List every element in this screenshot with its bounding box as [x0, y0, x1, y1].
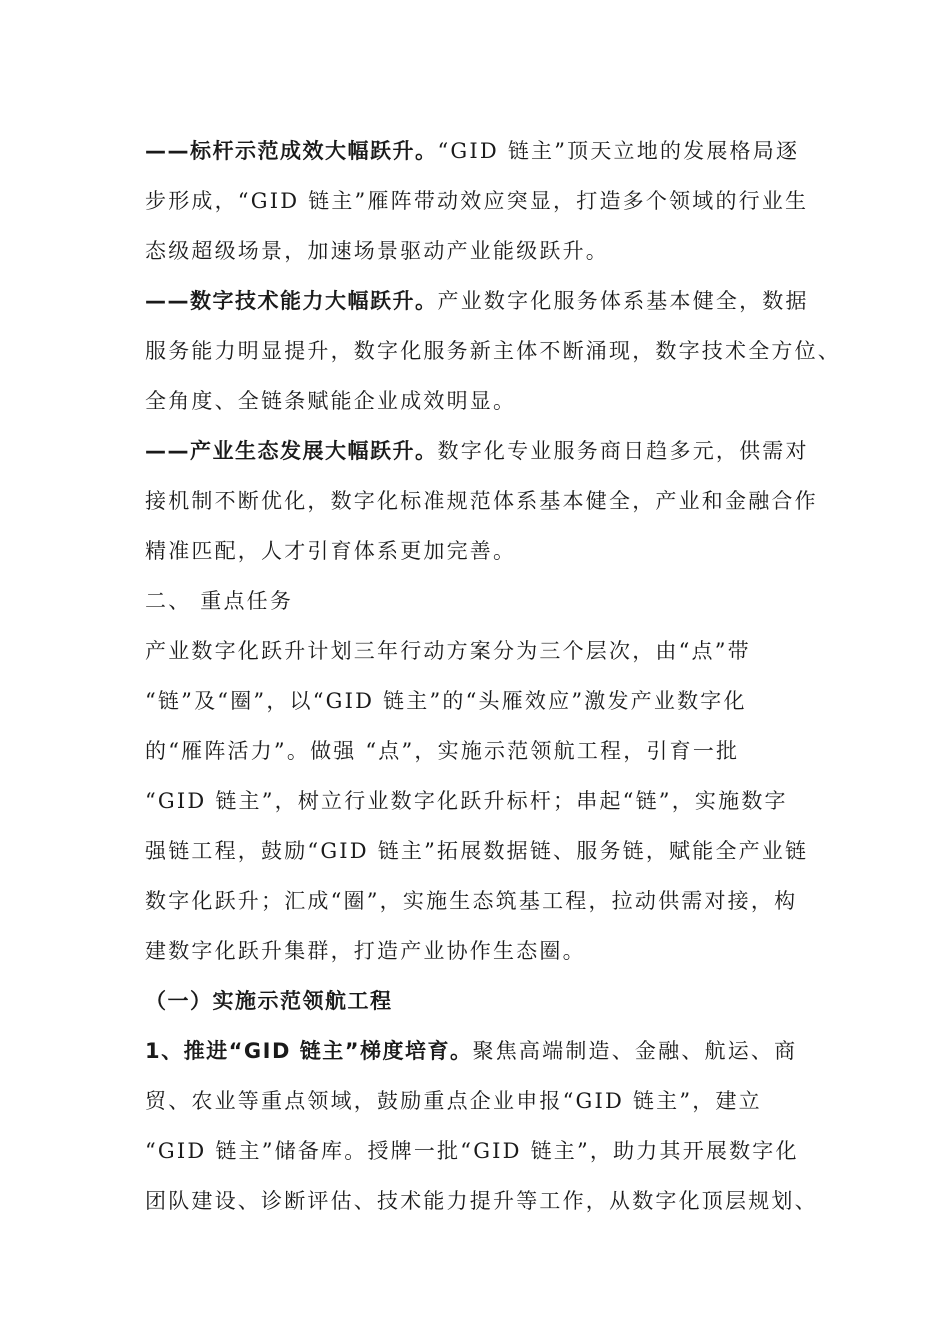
- para2-lead: ——数字技术能力大幅跃升。: [145, 289, 438, 313]
- para5-line1: [145, 1036, 825, 1066]
- para5-lead: 1、推进“GID 链主”梯度培育。: [145, 1039, 473, 1063]
- para2-line1: [145, 286, 825, 316]
- para3-line2: 接机制不断优化，数字化标准规范体系基本健全，产业和金融合作: [145, 489, 818, 513]
- para5-line1-text: 聚焦高端制造、金融、航运、商: [472, 1039, 798, 1063]
- para4-line1: 产业数字化跃升计划三年行动方案分为三个层次，由“点”带: [145, 639, 751, 663]
- para2-line1-text: 产业数字化服务体系基本健全，数据: [437, 289, 809, 313]
- para4-line5: 强链工程，鼓励“GID 链主”拓展数据链、服务链，赋能全产业链: [145, 839, 809, 863]
- para4-line4: “GID 链主”，树立行业数字化跃升标杆；串起“链”，实施数字: [145, 789, 788, 813]
- para4-line7: 建数字化跃升集群，打造产业协作生态圈。: [145, 939, 586, 963]
- para4-line3: 的“雁阵活力”。做强 “点”，实施示范领航工程，引育一批: [145, 739, 740, 763]
- para3-lead: ——产业生态发展大幅跃升。: [145, 439, 438, 463]
- para1-line3: 态级超级场景，加速场景驱动产业能级跃升。: [145, 239, 609, 263]
- section-heading: 二、 重点任务: [145, 589, 294, 613]
- para5-line3: “GID 链主”储备库。授牌一批“GID 链主”，助力其开展数字化: [145, 1139, 799, 1163]
- para3-line1-text: 数字化专业服务商日趋多元，供需对: [437, 439, 809, 463]
- para3-line3: 精准匹配，人才引育体系更加完善。: [145, 539, 517, 563]
- para1-line1: [145, 136, 825, 166]
- para1-lead: ——标杆示范成效大幅跃升。: [145, 139, 438, 163]
- para2-line3: 全角度、全链条赋能企业成效明显。: [145, 389, 517, 413]
- para4-line2: “链”及“圈”，以“GID 链主”的“头雁效应”激发产业数字化: [145, 689, 747, 713]
- para4-line6: 数字化跃升；汇成“圈”，实施生态筑基工程，拉动供需对接，构: [145, 889, 798, 913]
- para5-line2: 贸、农业等重点领域，鼓励重点企业申报“GID 链主”，建立: [145, 1089, 762, 1113]
- para1-line2: 步形成，“GID 链主”雁阵带动效应突显，打造多个领域的行业生: [145, 189, 809, 213]
- para5-line4: 团队建设、诊断评估、技术能力提升等工作，从数字化顶层规划、: [145, 1189, 818, 1213]
- subheading: （一）实施示范领航工程: [145, 989, 393, 1013]
- para3-line1: [145, 436, 825, 466]
- para1-line1-text: “GID 链主”顶天立地的发展格局逐: [437, 139, 800, 163]
- para2-line2: 服务能力明显提升，数字化服务新主体不断涌现，数字技术全方位、: [145, 339, 841, 363]
